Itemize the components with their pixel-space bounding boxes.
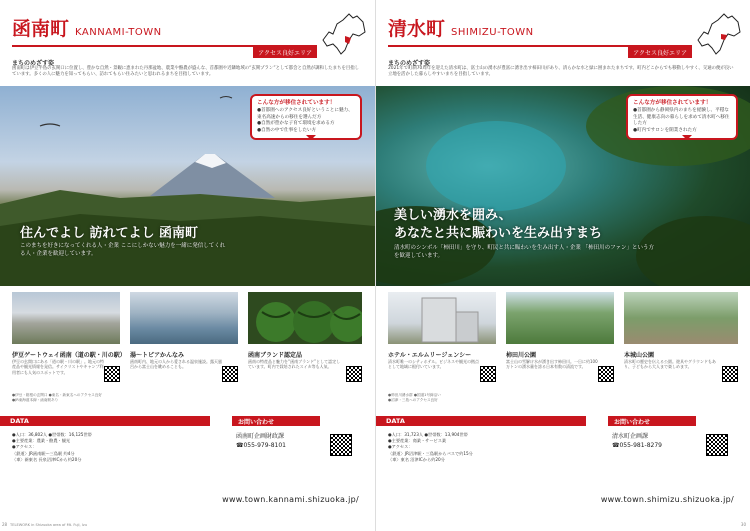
photo-kakitagawa-park (506, 292, 614, 344)
spot2-title: 柿田川公園 (506, 352, 537, 359)
page-header (388, 14, 534, 46)
inquiry-phone: ☎055-981-8279 (612, 442, 662, 449)
bubble-item: ●首都圏から静岡県内のまちを経験し、平穏な生活、健康志向の暮らしを求めて清水町へ移住した方 (633, 108, 730, 127)
bubble-item: ●自然が豊かな子育て環境を求める方 (257, 121, 335, 127)
inquiry-header: お問い合わせ (232, 416, 320, 426)
intro-title: まちのめざす姿 (12, 60, 55, 67)
bubble-title: こんな方が移住されています！ (633, 100, 712, 106)
bubble-item: ●自然の中で仕事をしたい方 (257, 127, 317, 133)
spot2-desc: 富士山の雪解け水が湧き出す柿田川。一日に約100万トンの湧水量を誇る日本有数の清流です。 (506, 359, 598, 370)
town-title: 清水町 (388, 18, 446, 40)
inquiry-body (236, 432, 286, 450)
town-title-en: SHIMIZU-TOWN (451, 27, 534, 38)
inquiry-body (612, 432, 662, 450)
qr-code-icon (330, 434, 352, 456)
qr-code-icon (722, 366, 738, 382)
intro-text: 2021年で町制70周年を迎えた清水町は、富士山の湧水が豊富に湧き出す柿田川があり、清らかな水と緑に囲まれたまちです。町内どこからでも移動しやすく、交通の便が良い立地を活かした暮らしやすいまちを目指しています。 (388, 66, 734, 77)
note-line: ●沼津・三島へのアクセス良好 (388, 398, 438, 402)
spot2-desc: 函南町内、地元の人から愛される温泉施設。露天風呂から富士山を眺めることも。 (130, 359, 222, 370)
notes (12, 393, 102, 403)
data-line: 〈鉄道〉JR沼津駅・三島駅からバスで約15分 (388, 450, 473, 456)
qr-code-icon (346, 366, 362, 382)
hotel-building (388, 292, 496, 344)
spot1-desc: 清水町唯一のシティホテル。ビジネスや観光の拠点として地域に根付いています。 (388, 359, 480, 370)
qr-code-icon (480, 366, 496, 382)
photo-watermelons (248, 292, 362, 344)
data-header: DATA (0, 416, 210, 426)
note-line: ●伊豆・箱根の玄関口 ●東名・新東名へのアクセス良好 (12, 393, 102, 397)
qr-code-icon (706, 434, 728, 456)
data-header: DATA (376, 416, 586, 426)
town-title: 函南町 (12, 18, 70, 40)
spot2-title: 湯～トピアかんなみ (130, 352, 185, 359)
access-badge: アクセス良好エリア (253, 47, 317, 58)
spot3-title: 函南ブランド認定品 (248, 352, 303, 359)
hero-photo-fuji (0, 86, 375, 286)
shizuoka-map-icon (319, 10, 369, 56)
bubble-item: ●首都圏へのアクセス良好ということに魅力、東名高速からの移住を選んだ方 (257, 108, 353, 120)
migrant-bubble (626, 94, 738, 140)
page-header (12, 14, 162, 46)
data-line: 〈鉄道〉JR函南駅〜三島駅 約4分 (12, 450, 75, 456)
photo-honjoyama-park (624, 292, 738, 344)
photo-onsen (130, 292, 238, 344)
hero-catchphrase: あなたと共に賑わいを生み出すまち (394, 226, 603, 241)
photo-michinoeki (12, 292, 120, 344)
inquiry-phone: ☎055-979-8101 (236, 442, 286, 449)
inquiry-header: お問い合わせ (608, 416, 696, 426)
note-line: ●柿田川湧水群 ●国道1号線沿い (388, 393, 441, 397)
data-line: ●主要産業：商業・サービス業 (388, 438, 447, 444)
town-title-en: KANNAMI-TOWN (75, 27, 162, 38)
data-body (388, 432, 588, 463)
spot1-title: ホテル・エルムリージェンシー (388, 352, 472, 359)
footer-text: TELEWORK in Shizuoka area of Mt. Fuji, Izu (10, 523, 88, 527)
data-line: ●アクセス： (388, 444, 413, 450)
data-line: ●アクセス： (12, 444, 37, 450)
page-number: 30 (740, 522, 746, 527)
spot3-desc: 函南の特産品と魅力を“函南ブランド”として認定しています。町内で栽培されたスイカ等も人気。 (248, 359, 341, 370)
hero-subtext: このまちを好きになってくれる人・企業 ここにしかない魅力を一緒に発信してくれる人・企業を歓迎しています。 (20, 243, 226, 257)
data-line: ●人口：31,723人 ●世帯数：13,904世帯 (388, 432, 468, 437)
hero-subtext: 清水町のシンボル「柿田川」を守り、町民と共に賑わいを生み出す人・企業 「柿田川のファン」という方を歓迎しています。 (394, 245, 655, 259)
qr-code-icon (598, 366, 614, 382)
data-line: 〈車〉新東名 長泉沼津ICから約20分 (12, 456, 82, 462)
access-badge: アクセス良好エリア (628, 47, 692, 58)
hero-catchphrase: 住んでよし 訪れてよし 函南町 (20, 226, 199, 241)
data-line: ●主要産業：農業・酪農・観光 (12, 438, 71, 444)
hero-catchphrase: 美しい湧水を囲み、 (394, 208, 512, 223)
town-url[interactable]: www.town.shimizu.shizuoka.jp/ (600, 495, 734, 504)
note-line: ●JR東海道本線・函南駅あり (12, 398, 59, 402)
shimizu-page (375, 0, 750, 531)
data-line: ●人口：36,802人 ●世帯数：16,125世帯 (12, 432, 92, 437)
data-line: 〈車〉東名 沼津ICから約20分 (388, 456, 445, 462)
spot1-desc: 伊豆の玄関口にある「道の駅・川の駅」。地元の特産品や観光情報を発信。サイクリストやキャンプ利用者にも人気のスポットです。 (12, 359, 104, 375)
watermelon-illustration (248, 292, 362, 344)
qr-code-icon (222, 366, 238, 382)
inquiry-org: 函南町企画財政課 (236, 433, 285, 440)
spot3-desc: 清水町の歴史を伝える公園。遊具やグラウンドもあり、子どもから大人まで楽しめます。 (624, 359, 716, 370)
shizuoka-map-icon (694, 10, 744, 56)
intro-title: まちのめざす姿 (388, 60, 431, 67)
spot3-title: 本城山公園 (624, 352, 655, 359)
page-number: 28 (2, 522, 8, 527)
intro-text: 函南町は伊豆半島の玄関口に位置し、豊かな自然・景観に恵まれた丹那盆地、農業や酪農が盛んな、首都圏や近隣地域の“玄関プラン”として都会と自然が調和したまちを目指しています。多くの人に魅力を知ってもらい、訪れてもらい住みたいと思われるまちを目指しています。 (12, 66, 360, 77)
spot1-title: 伊豆ゲートウェイ函南（道の駅・川の駅） (12, 352, 126, 359)
data-body (12, 432, 212, 463)
bubble-title: こんな方が移住されています！ (257, 100, 336, 106)
bubble-item: ●町内でサロンを開業された方 (633, 127, 697, 133)
photo-hotel (388, 292, 496, 344)
town-url[interactable]: www.town.kannami.shizuoka.jp/ (222, 495, 359, 504)
inquiry-org: 清水町企画課 (612, 433, 649, 440)
qr-code-icon (104, 366, 120, 382)
hero-photo-kakitagawa (376, 86, 750, 286)
notes (388, 393, 441, 403)
migrant-bubble (250, 94, 362, 140)
